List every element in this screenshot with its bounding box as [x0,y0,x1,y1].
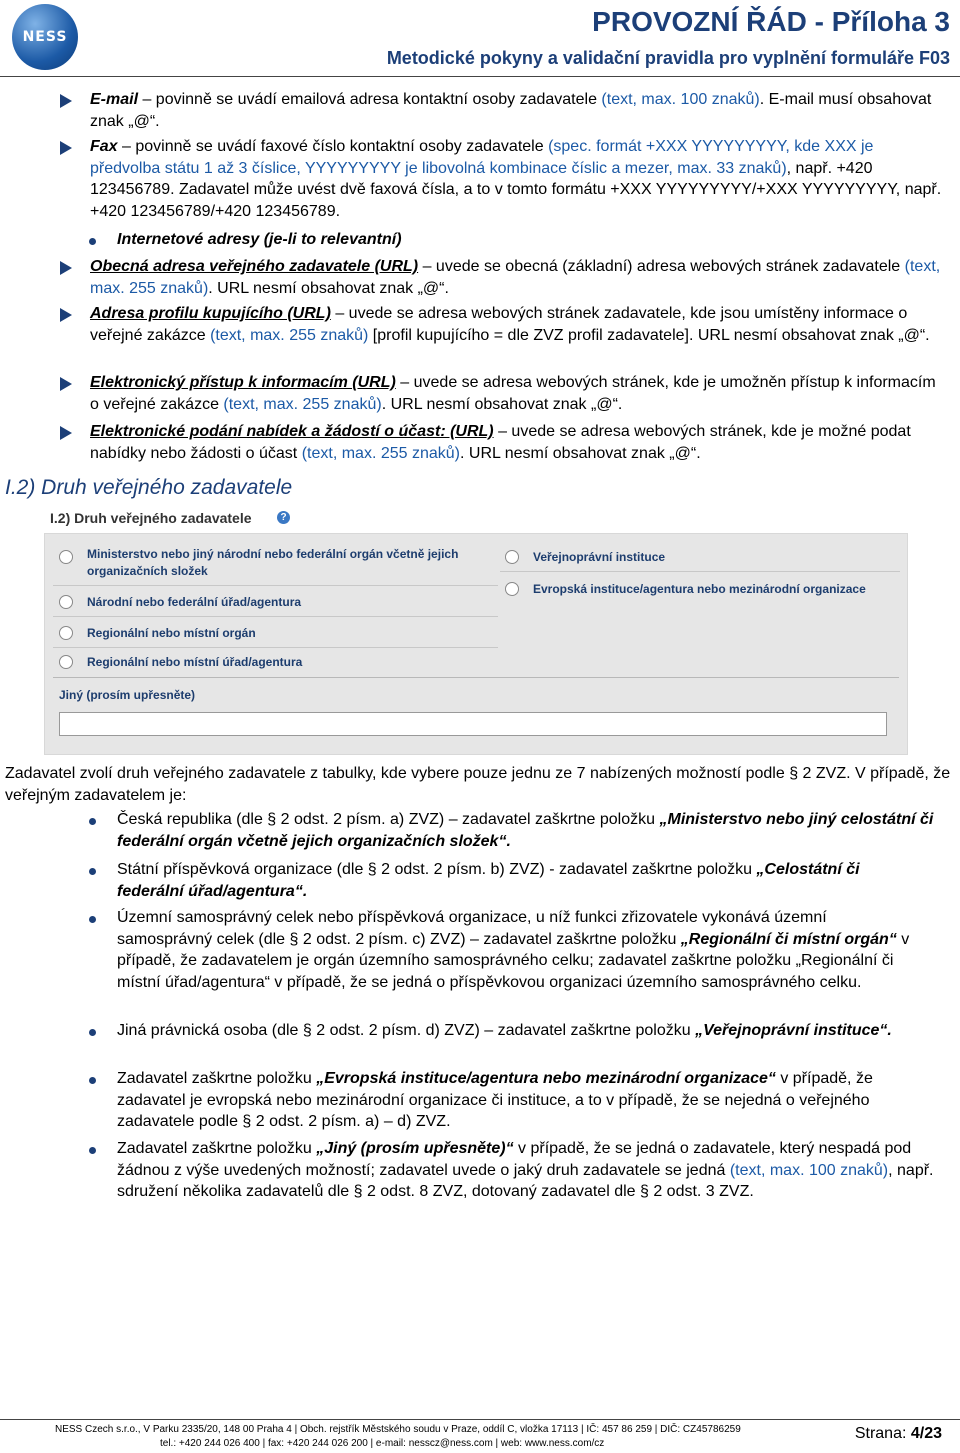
radio-national-agency[interactable] [59,595,73,609]
option-european-institution[interactable]: Evropská instituce/agentura nebo mezinárodní organizace [505,578,900,600]
divider [53,585,498,586]
bullet-dot-icon [89,1147,96,1154]
radio-regional-body[interactable] [59,626,73,640]
authority-type-panel [44,533,908,755]
logo-text: NESS [22,29,68,45]
divider [53,616,498,617]
bullet-arrow-icon [60,141,72,155]
internet-heading: Internetové adresy (je-li to relevantní) [117,231,402,248]
radio-regional-agency[interactable] [59,655,73,669]
header-divider [0,76,960,77]
item-electronic-access: Elektronický přístup k informacím (URL) – uvede se adresa webových stránek, kde je umožněn přístup k informacím o veřejné zakázce (text, max. 255 znaků). URL nesmí obsahovat znak „@“. [90,374,936,413]
bullet-arrow-icon [60,308,72,322]
item-general-url: Obecná adresa veřejného zadavatele (URL) – uvede se obecná (základní) adresa webových stránek zadavatele (text, max. 255 znaků). URL nesmí obsahovat znak „@“. [90,258,941,297]
bullet-dot-icon [89,238,96,245]
bullet-dot-icon [89,868,96,875]
radio-european-institution[interactable] [505,582,519,596]
case-territorial-unit: Územní samosprávný celek nebo příspěvková organizace, u níž funkci zřizovatele vykonává územní samosprávný celek (dle § 2 odst. 2 písm. c) ZVZ) – zadavatel zaškrtne položku „Regionální či místní orgán“ v případě, že zadavatelem je orgán územního samosprávného celku; zadavatel zaškrtne položku „Regionální či místní úřad/agentura“ v případě, že se jedná o příspěvkovou organizaci územního samosprávného celku. [117,909,910,991]
item-buyer-profile: Adresa profilu kupujícího (URL) – uvede se adresa webových stránek zadavatele, kde jsou umístěny informace o veřejné zakázce (text, max. 255 znaků) [profil kupujícího = dle ZVZ profil zadavatele]. URL nesmí obsahovat znak „@“. [90,305,930,344]
case-other: Zadavatel zaškrtne položku „Jiný (prosím upřesněte)“ v případě, že se jedná o zadavatele, který nespadá pod žádnou z výše uvedených možností; zadavatel uvede o jaký druh zadavatele se jedná (text, max. 100 znaků), např. sdružení několika zadavatelů dle § 2 odst. 8 ZVZ, dotovaný zadavatel dle § 2 odst. 3 ZVZ. [117,1140,934,1200]
divider [53,677,899,678]
section-title: I.2) Druh veřejného zadavatele [5,476,293,499]
item-electronic-submission: Elektronické podání nabídek a žádostí o účast: (URL) – uvede se adresa webových stránek, kde je možné podat nabídky nebo žádosti o účast (text, max. 255 znaků). URL nesmí obsahovat znak „@“. [90,423,911,462]
other-specify-input[interactable] [59,712,887,736]
radio-ministry[interactable] [59,550,73,564]
case-czech-republic: Česká republika (dle § 2 odst. 2 písm. a) ZVZ) – zadavatel zaškrtne položku „Ministerstvo nebo jiný celostátní či federální orgán včetně jejich organizačních složek“. [117,811,934,850]
radio-public-body[interactable] [505,550,519,564]
bullet-dot-icon [89,1029,96,1036]
footer-contact-info: tel.: +420 244 026 400 | fax: +420 244 026 200 | e-mail: nesscz@ness.com | web: www.ness.com/cz [160,1438,605,1449]
bullet-arrow-icon [60,426,72,440]
divider [53,647,498,648]
help-icon[interactable]: ? [277,511,290,524]
bullet-dot-icon [89,916,96,923]
option-public-body[interactable]: Veřejnoprávní instituce [505,546,900,568]
option-national-agency[interactable]: Národní nebo federální úřad/agentura [59,591,499,613]
divider [500,571,900,572]
page-number: Strana: 4/23 [854,1425,942,1442]
option-regional-agency[interactable]: Regionální nebo místní úřad/agentura [59,651,499,673]
footer-divider [0,1419,960,1420]
page-title: PROVOZNÍ ŘÁD - Příloha 3 [592,6,950,37]
case-state-organization: Státní příspěvková organizace (dle § 2 odst. 2 písm. b) ZVZ) - zadavatel zaškrtne položku „Celostátní či federální úřad/agentura“. [117,861,860,900]
item-fax: Fax – povinně se uvádí faxové číslo kontaktní osoby zadavatele (spec. formát +XXX YYYYYYYYY, kde XXX je předvolba státu 1 až 3 číslice, YYYYYYYYY je libovolná kombinace číslic a mezer, max. 33 znaků), např. +420 123456789. Zadavatel může uvést dvě faxová čísla, a to v tomto formátu +XXX YYYYYYYYY/+XXX YYYYYYYYY, např. +420 123456789/+420 123456789. [90,138,942,220]
bullet-arrow-icon [60,261,72,275]
option-other-label: Jiný (prosím upřesněte) [59,688,196,702]
page-subtitle: Metodické pokyny a validační pravidla pro vyplnění formuláře F03 [386,48,950,68]
bullet-dot-icon [89,818,96,825]
bullet-arrow-icon [60,377,72,391]
bullet-dot-icon [89,1077,96,1084]
intro-paragraph: Zadavatel zvolí druh veřejného zadavatele z tabulky, kde vybere pouze jednu ze 7 nabízených možností podle § 2 ZVZ. V případě, že veřejným zadavatelem je: [5,765,951,804]
item-email: E-mail – povinně se uvádí emailová adresa kontaktní osoby zadavatele (text, max. 100 znaků). E-mail musí obsahovat znak „@“. [90,91,932,130]
case-european-institution: Zadavatel zaškrtne položku „Evropská instituce/agentura nebo mezinárodní organizace“ v případě, že zadavatel je evropská nebo mezinárodní organizace či instituce, a to v případě, že se nejedná o veřejného zadavatele podle § 2 odst. 2 písm. a) – d) ZVZ. [117,1070,873,1130]
form-title: I.2) Druh veřejného zadavatele [50,510,252,526]
option-ministry[interactable]: Ministerstvo nebo jiný národní nebo federální orgán včetně jejich organizačních složek [59,546,499,582]
footer-company-info: NESS Czech s.r.o., V Parku 2335/20, 148 00 Praha 4 | Obch. rejstřík Městského soudu v Praze, oddíl C, vložka 17113 | IČ: 457 86 259 | DIČ: CZ45786259 [55,1424,741,1435]
option-regional-body[interactable]: Regionální nebo místní orgán [59,622,499,644]
case-legal-entity: Jiná právnická osoba (dle § 2 odst. 2 písm. d) ZVZ) – zadavatel zaškrtne položku „Veřejnoprávní instituce“. [117,1022,892,1039]
ness-logo [12,4,78,70]
bullet-arrow-icon [60,94,72,108]
